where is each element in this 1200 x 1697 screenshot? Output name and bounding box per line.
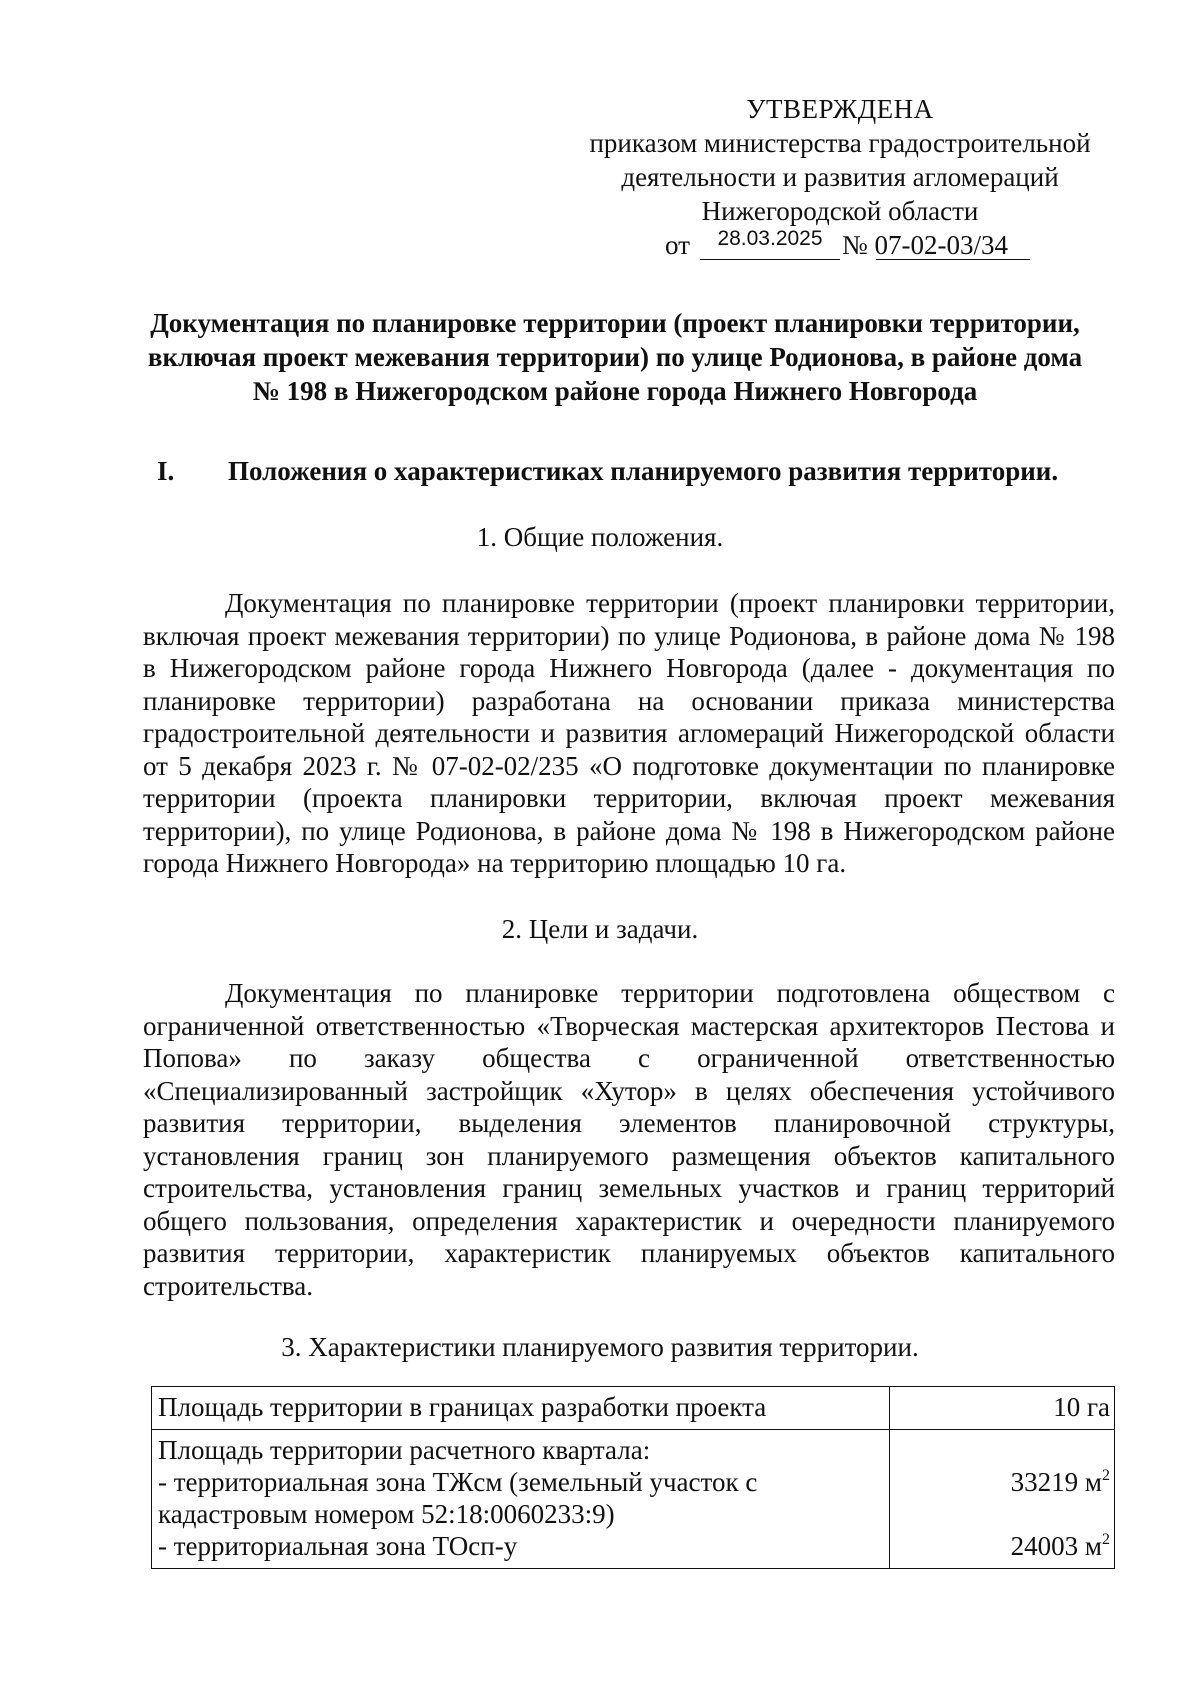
approval-title: УТВЕРЖДЕНА bbox=[746, 94, 934, 124]
order-number-value: 07-02-03/34 bbox=[874, 230, 1008, 260]
zone-tosp-item: - территориальная зона ТОсп-у bbox=[158, 1531, 518, 1561]
order-line bbox=[560, 228, 1120, 264]
zone-tzhsm-area: 33219 $м^2$ bbox=[1010, 1467, 1110, 1497]
number-sign: № bbox=[842, 230, 868, 260]
table-cell-value bbox=[890, 1430, 1115, 1569]
table-row bbox=[152, 1430, 1115, 1569]
section-number: I. bbox=[157, 456, 175, 486]
order-number bbox=[842, 228, 1008, 262]
date-underline bbox=[700, 259, 840, 260]
table-cell-value: 10 га bbox=[890, 1387, 1115, 1430]
subsection-goals-title: 2. Цели и задачи. bbox=[501, 914, 699, 944]
zone-tzhsm-item: - территориальная зона ТЖсм (земельный участок с кадастровым номером 52:18:0060233:9) bbox=[158, 1467, 758, 1529]
table-cell-label bbox=[152, 1430, 890, 1569]
subsection-characteristics-title: 3. Характеристики планируемого развития территории. bbox=[281, 1332, 919, 1362]
approval-line-3: Нижегородской области bbox=[701, 196, 979, 226]
approval-line-2: деятельности и развития агломераций bbox=[621, 162, 1059, 192]
table-cell-label: Площадь территории в границах разработки проекта bbox=[152, 1387, 890, 1430]
approval-stamp bbox=[560, 92, 1120, 264]
section-title: Положения о характеристиках планируемого развития территории. bbox=[228, 456, 1059, 486]
document-title: Документация по планировке территории (проект планировки территории, включая проект межевания территории) по улице Родионова, в районе дома № 198 в Нижегородском районе города Нижнего Новгорода bbox=[147, 308, 1083, 406]
quarter-area-heading: Площадь территории расчетного квартала: bbox=[158, 1435, 651, 1465]
characteristics-table bbox=[151, 1386, 1115, 1569]
number-underline bbox=[876, 259, 1030, 260]
approval-line-1: приказом министерства градостроительной bbox=[589, 128, 1091, 158]
subsection-general-title: 1. Общие положения. bbox=[476, 522, 724, 552]
subsection-general-text: Документация по планировке территории (проект планировки территории, включая проект межевания территории) по улице Родионова, в районе дома № 198 в Нижегородском районе города Нижнего Новгорода (далее - документация по планировке территории) разработана на основании приказа министерства градостроительной деятельности и развития агломераций Нижегородской области от 5 декабря 2023 г. № 07-02-02/235 «О подготовке документации по планировке территории (проекта планировки территории, включая проект межевания территории), по улице Родионова, в районе дома № 198 в Нижегородском районе города Нижнего Новгорода» на территорию площадью 10 га. bbox=[143, 588, 1115, 878]
subsection-goals-text: Документация по планировке территории подготовлена обществом с ограниченной ответственностью «Творческая мастерская архитекторов Пестова и Попова» по заказу общества с ограниченной ответственностью «Специализированный застройщик «Хутор» в целях обеспечения устойчивого развития территории, выделения элементов планировочной структуры, установления границ зон планируемого размещения объектов капитального строительства, установления границ земельных участков и границ территорий общего пользования, определения характеристик и очередности планируемого развития территории, характеристик планируемых объектов капитального строительства. bbox=[143, 978, 1115, 1301]
order-from-label: от bbox=[665, 230, 690, 260]
table-row bbox=[152, 1387, 1115, 1430]
zone-tosp-area: 24003 $м^2$ bbox=[1010, 1531, 1110, 1561]
order-date: 28.03.2025 bbox=[717, 227, 823, 250]
